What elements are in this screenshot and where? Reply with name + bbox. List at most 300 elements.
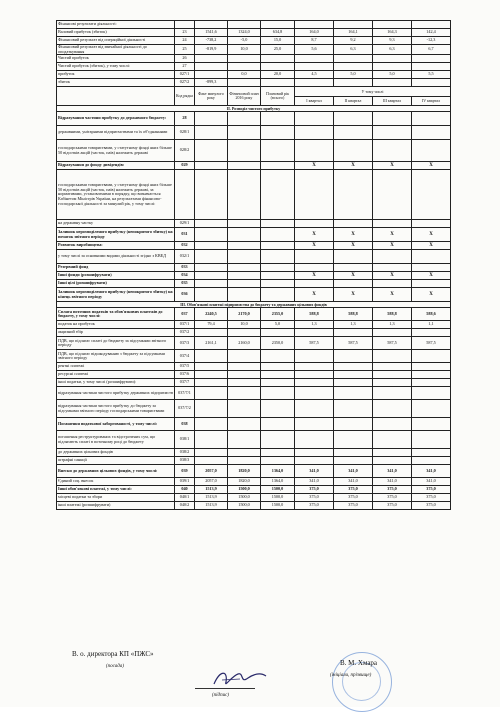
value-cell: 2170,0 bbox=[228, 308, 261, 321]
value-cell bbox=[295, 79, 334, 87]
value-cell: 25,0 bbox=[261, 45, 295, 55]
row-code: 036 bbox=[175, 288, 195, 302]
value-cell bbox=[334, 387, 373, 400]
value-cell bbox=[228, 288, 261, 302]
value-cell: 1364,0 bbox=[261, 465, 295, 478]
x-mark-cell bbox=[412, 264, 451, 272]
value-cell: 1,3 bbox=[334, 321, 373, 329]
row-label: інші платежі (розшифрувати) bbox=[57, 502, 175, 510]
x-mark-cell bbox=[295, 220, 334, 228]
x-mark-cell: X bbox=[373, 242, 412, 250]
table-row bbox=[57, 264, 451, 272]
value-cell: 5,0 bbox=[334, 71, 373, 79]
value-cell bbox=[195, 126, 228, 140]
value-cell bbox=[195, 387, 228, 400]
value-cell bbox=[295, 55, 334, 63]
x-mark-cell: X bbox=[412, 242, 451, 250]
table-row bbox=[57, 280, 451, 288]
row-label: Єдиний соц. внесок bbox=[57, 478, 175, 486]
table-row bbox=[57, 321, 451, 329]
table-row bbox=[57, 350, 451, 363]
row-code: 23 bbox=[175, 29, 195, 37]
table-row bbox=[57, 126, 451, 140]
value-cell: 1513,9 bbox=[195, 502, 228, 510]
table-row bbox=[57, 400, 451, 418]
value-cell: 164,1 bbox=[334, 29, 373, 37]
row-code: 029/1 bbox=[175, 220, 195, 228]
value-cell bbox=[334, 379, 373, 387]
value-cell bbox=[261, 371, 295, 379]
value-cell: 2160,0 bbox=[228, 337, 261, 350]
x-mark-cell bbox=[295, 250, 334, 264]
value-cell: 588,8 bbox=[334, 308, 373, 321]
value-cell: 341,0 bbox=[412, 465, 451, 478]
value-cell bbox=[261, 431, 295, 449]
x-mark-cell bbox=[412, 250, 451, 264]
value-cell bbox=[373, 63, 412, 71]
x-mark-cell: X bbox=[412, 162, 451, 170]
value-cell bbox=[412, 371, 451, 379]
value-cell bbox=[261, 170, 295, 220]
row-code: 033 bbox=[175, 264, 195, 272]
x-mark-cell bbox=[334, 220, 373, 228]
header-q4: IV квартал bbox=[412, 97, 451, 106]
signatory-name: В. М. Хмара bbox=[340, 659, 378, 667]
x-mark-cell: X bbox=[334, 242, 373, 250]
value-cell bbox=[412, 400, 451, 418]
x-mark-cell bbox=[412, 112, 451, 126]
row-code: 039/1 bbox=[175, 478, 195, 486]
row-code: 032/1 bbox=[175, 250, 195, 264]
value-cell bbox=[295, 379, 334, 387]
value-cell bbox=[295, 63, 334, 71]
row-code: 028/2 bbox=[175, 140, 195, 162]
value-cell: 375,0 bbox=[373, 486, 412, 494]
value-cell: 341,0 bbox=[412, 478, 451, 486]
row-code: 029 bbox=[175, 162, 195, 170]
x-mark-cell: X bbox=[295, 288, 334, 302]
value-cell: 1500,0 bbox=[261, 502, 295, 510]
value-cell: 375,0 bbox=[334, 494, 373, 502]
value-cell bbox=[412, 379, 451, 387]
x-mark-cell: X bbox=[295, 242, 334, 250]
table-row bbox=[57, 379, 451, 387]
x-mark-cell bbox=[295, 280, 334, 288]
row-label: Сплата поточних податків та обов'язкових платежів до бюджету, у тому числі: bbox=[57, 308, 175, 321]
value-cell: 588,8 bbox=[373, 308, 412, 321]
value-cell: 341,0 bbox=[334, 465, 373, 478]
value-cell: 164,0 bbox=[295, 29, 334, 37]
row-label: Резервний фонд bbox=[57, 264, 175, 272]
row-label: Погашення податкової заборгованості, у тому числі: bbox=[57, 418, 175, 431]
value-cell bbox=[334, 449, 373, 457]
value-cell: 6,3 bbox=[373, 45, 412, 55]
x-mark-cell: X bbox=[412, 288, 451, 302]
value-cell bbox=[195, 140, 228, 162]
row-label: державними, унітарними підприємствами та їх об'єднаннями bbox=[57, 126, 175, 140]
value-cell: 2057,0 bbox=[195, 465, 228, 478]
value-cell bbox=[228, 21, 261, 29]
value-cell bbox=[195, 400, 228, 418]
value-cell: 1500,0 bbox=[261, 486, 295, 494]
table-row bbox=[57, 387, 451, 400]
row-label: Інші цілі (розшифрувати) bbox=[57, 280, 175, 288]
header-blank bbox=[57, 87, 175, 106]
value-cell bbox=[228, 220, 261, 228]
value-cell bbox=[295, 418, 334, 431]
x-mark-cell bbox=[334, 170, 373, 220]
value-cell bbox=[295, 363, 334, 371]
value-cell bbox=[228, 126, 261, 140]
x-mark-cell: X bbox=[373, 162, 412, 170]
value-cell bbox=[412, 363, 451, 371]
signatory-name-caption: (ініціали, прізвище) bbox=[330, 673, 372, 678]
value-cell: 375,0 bbox=[373, 494, 412, 502]
header-q1: I квартал bbox=[295, 97, 334, 106]
table-row bbox=[57, 288, 451, 302]
value-cell: 588,8 bbox=[295, 308, 334, 321]
value-cell: 587,5 bbox=[373, 337, 412, 350]
x-mark-cell: X bbox=[295, 162, 334, 170]
row-label: інші податки, у тому числі (розшифрувати): bbox=[57, 379, 175, 387]
value-cell: 2057,0 bbox=[195, 478, 228, 486]
row-label: Розвиток виробництва: bbox=[57, 242, 175, 250]
x-mark-cell bbox=[295, 112, 334, 126]
value-cell bbox=[261, 79, 295, 87]
x-mark-cell: X bbox=[334, 272, 373, 280]
row-label: Відрахування частини прибутку до державного бюджету: bbox=[57, 112, 175, 126]
table-row bbox=[57, 170, 451, 220]
value-cell bbox=[261, 162, 295, 170]
x-mark-cell bbox=[412, 126, 451, 140]
row-code: 27 bbox=[175, 63, 195, 71]
x-mark-cell: X bbox=[295, 272, 334, 280]
row-label: на державну частку bbox=[57, 220, 175, 228]
value-cell bbox=[261, 288, 295, 302]
value-cell bbox=[334, 79, 373, 87]
value-cell: 1820,0 bbox=[228, 478, 261, 486]
row-code: 25 bbox=[175, 45, 195, 55]
value-cell: 375,0 bbox=[412, 486, 451, 494]
value-cell bbox=[334, 400, 373, 418]
row-code: 28 bbox=[175, 112, 195, 126]
value-cell bbox=[412, 418, 451, 431]
value-cell bbox=[373, 371, 412, 379]
value-cell bbox=[412, 387, 451, 400]
value-cell bbox=[261, 242, 295, 250]
value-cell: 375,0 bbox=[295, 494, 334, 502]
x-mark-cell bbox=[373, 170, 412, 220]
value-cell: -738,2 bbox=[195, 37, 228, 45]
value-cell bbox=[228, 63, 261, 71]
row-label: Інші фонди (розшифрувати) bbox=[57, 272, 175, 280]
value-cell bbox=[195, 220, 228, 228]
value-cell bbox=[261, 112, 295, 126]
x-mark-cell bbox=[334, 264, 373, 272]
value-cell bbox=[228, 329, 261, 337]
value-cell bbox=[412, 457, 451, 465]
table-row bbox=[57, 494, 451, 502]
row-code: 040/1 bbox=[175, 494, 195, 502]
value-cell bbox=[261, 350, 295, 363]
row-label: Інші обов'язкові платежі, у тому числі: bbox=[57, 486, 175, 494]
value-cell bbox=[295, 431, 334, 449]
value-cell bbox=[261, 272, 295, 280]
row-code: 038/1 bbox=[175, 431, 195, 449]
value-cell: 9,3 bbox=[373, 37, 412, 45]
table-row bbox=[57, 29, 451, 37]
value-cell: 1324,0 bbox=[228, 29, 261, 37]
value-cell: 1,1 bbox=[412, 321, 451, 329]
table-row bbox=[57, 63, 451, 71]
value-cell bbox=[334, 329, 373, 337]
table-row bbox=[57, 112, 451, 126]
x-mark-cell bbox=[373, 250, 412, 264]
row-label: Залишок нерозподіленого прибутку (непокритого збитку) на кінець звітного періоду bbox=[57, 288, 175, 302]
value-cell: 587,5 bbox=[334, 337, 373, 350]
section-title: II. Розподіл чистого прибутку bbox=[57, 106, 451, 112]
value-cell bbox=[195, 449, 228, 457]
value-cell bbox=[228, 418, 261, 431]
row-code: 034 bbox=[175, 272, 195, 280]
x-mark-cell: X bbox=[295, 228, 334, 242]
value-cell bbox=[228, 350, 261, 363]
row-code: 027/2 bbox=[175, 79, 195, 87]
value-cell bbox=[373, 449, 412, 457]
value-cell: 2240,5 bbox=[195, 308, 228, 321]
value-cell: 375,0 bbox=[334, 486, 373, 494]
value-cell: 1500,0 bbox=[228, 502, 261, 510]
value-cell bbox=[261, 457, 295, 465]
value-cell: 1513,9 bbox=[195, 486, 228, 494]
value-cell bbox=[373, 431, 412, 449]
row-code: 24 bbox=[175, 37, 195, 45]
table-row bbox=[57, 308, 451, 321]
section-title: III. Обов'язкові платежі підприємства до бюджету та державних цільових фондів bbox=[57, 302, 451, 308]
row-code: 037/4 bbox=[175, 350, 195, 363]
value-cell: -899,3 bbox=[195, 79, 228, 87]
row-code bbox=[175, 21, 195, 29]
row-code: 039 bbox=[175, 465, 195, 478]
value-cell bbox=[295, 457, 334, 465]
row-label: податок на прибуток bbox=[57, 321, 175, 329]
value-cell bbox=[228, 387, 261, 400]
value-cell bbox=[334, 63, 373, 71]
row-label: відрахування частини чистого прибутку до бюджету за підсумками звітного періоду господарськими товариствами bbox=[57, 400, 175, 418]
value-cell bbox=[228, 140, 261, 162]
value-cell: 20,0 bbox=[261, 71, 295, 79]
value-cell bbox=[195, 431, 228, 449]
value-cell: 5,5 bbox=[412, 71, 451, 79]
row-code: 038 bbox=[175, 418, 195, 431]
header-fact: Факт минулого року bbox=[195, 87, 228, 106]
value-cell bbox=[195, 418, 228, 431]
x-mark-cell bbox=[334, 280, 373, 288]
value-cell: 5,6 bbox=[295, 45, 334, 55]
table-row bbox=[57, 449, 451, 457]
x-mark-cell bbox=[295, 126, 334, 140]
x-mark-cell: X bbox=[334, 288, 373, 302]
value-cell bbox=[412, 55, 451, 63]
value-cell: 5,0 bbox=[373, 71, 412, 79]
row-label: господарськими товариствами, у статутному фонді яких більше 50 відсотків акцій (часток, паїв) належить державі, за нормативами, установленими в порядку, що визначається Кабінетом Міністрів України, на результатами фінансово-господарської діяльності за минулий рік, у тому числі: bbox=[57, 170, 175, 220]
row-code: 040/2 bbox=[175, 502, 195, 510]
value-cell: 2350,0 bbox=[261, 337, 295, 350]
x-mark-cell bbox=[295, 140, 334, 162]
value-cell bbox=[373, 379, 412, 387]
row-label: ПДВ, що підлягає відшкодуванню з бюджету за підсумками звітного періоду bbox=[57, 350, 175, 363]
value-cell: 1541,6 bbox=[195, 29, 228, 37]
value-cell: -819,9 bbox=[195, 45, 228, 55]
value-cell bbox=[412, 431, 451, 449]
value-cell bbox=[195, 242, 228, 250]
value-cell bbox=[228, 112, 261, 126]
row-code: 028/1 bbox=[175, 126, 195, 140]
value-cell bbox=[195, 350, 228, 363]
table-row bbox=[57, 337, 451, 350]
row-code: 037/6 bbox=[175, 371, 195, 379]
value-cell: 10,0 bbox=[228, 45, 261, 55]
x-mark-cell bbox=[412, 280, 451, 288]
value-cell: 2161,1 bbox=[195, 337, 228, 350]
value-cell: 375,0 bbox=[295, 502, 334, 510]
value-cell bbox=[228, 170, 261, 220]
table-row bbox=[57, 140, 451, 162]
value-cell bbox=[412, 79, 451, 87]
value-cell bbox=[334, 21, 373, 29]
value-cell: 1820,0 bbox=[228, 465, 261, 478]
value-cell bbox=[195, 371, 228, 379]
value-cell: 1500,0 bbox=[228, 494, 261, 502]
value-cell: 587,5 bbox=[295, 337, 334, 350]
value-cell bbox=[334, 431, 373, 449]
table-row bbox=[57, 457, 451, 465]
signature-caption: (підпис) bbox=[212, 693, 229, 698]
value-cell: 341,0 bbox=[334, 478, 373, 486]
row-label: Залишок нерозподіленого прибутку (непокритого збитку) на початок звітного періоду bbox=[57, 228, 175, 242]
header-code: Код рядка bbox=[175, 87, 195, 106]
x-mark-cell: X bbox=[373, 228, 412, 242]
value-cell: 375,0 bbox=[334, 502, 373, 510]
value-cell: 10,0 bbox=[228, 321, 261, 329]
row-label: прибуток bbox=[57, 71, 175, 79]
value-cell bbox=[373, 55, 412, 63]
value-cell: 375,0 bbox=[412, 494, 451, 502]
value-cell: 587,5 bbox=[412, 337, 451, 350]
row-code bbox=[175, 170, 195, 220]
x-mark-cell: X bbox=[373, 288, 412, 302]
value-cell: 6,7 bbox=[412, 45, 451, 55]
x-mark-cell bbox=[412, 140, 451, 162]
x-mark-cell bbox=[295, 264, 334, 272]
value-cell bbox=[373, 387, 412, 400]
value-cell bbox=[195, 21, 228, 29]
row-label: до державних цільових фондів bbox=[57, 449, 175, 457]
value-cell bbox=[334, 350, 373, 363]
value-cell bbox=[228, 242, 261, 250]
row-code: 038/3 bbox=[175, 457, 195, 465]
row-label: збиток bbox=[57, 79, 175, 87]
row-code: 038/2 bbox=[175, 449, 195, 457]
row-label: акцизний збір bbox=[57, 329, 175, 337]
value-cell bbox=[195, 71, 228, 79]
header-q3: III квартал bbox=[373, 97, 412, 106]
value-cell: 79,4 bbox=[195, 321, 228, 329]
value-cell bbox=[334, 418, 373, 431]
x-mark-cell bbox=[373, 280, 412, 288]
value-cell: 1500,0 bbox=[261, 494, 295, 502]
value-cell bbox=[373, 21, 412, 29]
row-label: штрафні санкції bbox=[57, 457, 175, 465]
row-code: 027/1 bbox=[175, 71, 195, 79]
value-cell: 8,7 bbox=[295, 37, 334, 45]
row-code: 037/5 bbox=[175, 363, 195, 371]
value-cell bbox=[261, 418, 295, 431]
value-cell: 341,0 bbox=[295, 478, 334, 486]
x-mark-cell bbox=[373, 264, 412, 272]
value-cell bbox=[295, 21, 334, 29]
table-row bbox=[57, 79, 451, 87]
x-mark-cell bbox=[334, 126, 373, 140]
table-row bbox=[57, 371, 451, 379]
value-cell bbox=[195, 272, 228, 280]
row-label: Чистий прибуток (збиток), у тому числі: bbox=[57, 63, 175, 71]
x-mark-cell bbox=[373, 220, 412, 228]
value-cell: 0,0 bbox=[228, 71, 261, 79]
x-mark-cell bbox=[373, 112, 412, 126]
value-cell bbox=[195, 363, 228, 371]
row-label: Внески до державних цільових фондів, у тому числі: bbox=[57, 465, 175, 478]
value-cell bbox=[412, 21, 451, 29]
value-cell: 375,0 bbox=[373, 502, 412, 510]
value-cell bbox=[228, 162, 261, 170]
row-code: 037/1 bbox=[175, 321, 195, 329]
table-row bbox=[57, 363, 451, 371]
table-row bbox=[57, 329, 451, 337]
value-cell bbox=[195, 457, 228, 465]
value-cell: 341,0 bbox=[295, 465, 334, 478]
value-cell bbox=[228, 400, 261, 418]
table-row bbox=[57, 71, 451, 79]
value-cell: 588,6 bbox=[412, 308, 451, 321]
row-label: Чистий прибуток bbox=[57, 55, 175, 63]
value-cell bbox=[261, 126, 295, 140]
table-row bbox=[57, 242, 451, 250]
value-cell: 1364,0 bbox=[261, 478, 295, 486]
value-cell bbox=[228, 272, 261, 280]
value-cell bbox=[334, 55, 373, 63]
row-label: Валовий прибуток (збиток) bbox=[57, 29, 175, 37]
value-cell bbox=[228, 250, 261, 264]
value-cell bbox=[261, 449, 295, 457]
row-label: Фінансовий результат від звичайної діяльності до оподаткування bbox=[57, 45, 175, 55]
value-cell: 142,4 bbox=[412, 29, 451, 37]
value-cell bbox=[228, 371, 261, 379]
value-cell bbox=[195, 264, 228, 272]
value-cell bbox=[373, 400, 412, 418]
value-cell bbox=[195, 250, 228, 264]
value-cell bbox=[228, 280, 261, 288]
table-row bbox=[57, 502, 451, 510]
value-cell: 1513,9 bbox=[195, 494, 228, 502]
x-mark-cell bbox=[412, 170, 451, 220]
value-cell bbox=[261, 387, 295, 400]
row-label: Відрахування до фонду дивідендів: bbox=[57, 162, 175, 170]
row-code: 031 bbox=[175, 228, 195, 242]
value-cell bbox=[261, 379, 295, 387]
value-cell bbox=[261, 228, 295, 242]
table-row bbox=[57, 228, 451, 242]
